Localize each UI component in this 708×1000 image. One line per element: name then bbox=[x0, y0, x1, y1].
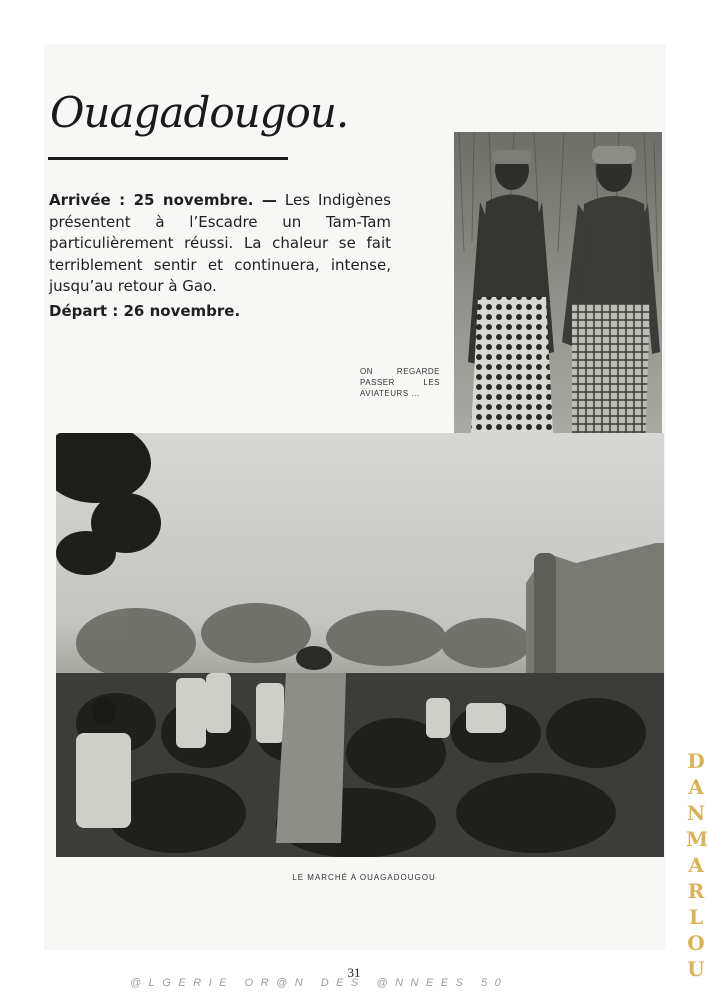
side-watermark-letter: L bbox=[688, 905, 704, 929]
footer-watermark: @LGERIE OR@N DES @NNEES 50 bbox=[130, 977, 509, 989]
title-underline bbox=[48, 157, 288, 160]
side-watermark-letter: R bbox=[687, 879, 705, 903]
side-watermark-letter: U bbox=[687, 957, 705, 981]
photo-market bbox=[56, 433, 664, 857]
caption-women-photo: ON REGARDE PASSER LES AVIATEURS ... bbox=[360, 367, 440, 398]
side-watermark bbox=[686, 748, 706, 982]
side-watermark-letter: O bbox=[687, 931, 705, 955]
page-number: 31 bbox=[347, 965, 361, 980]
side-watermark-letter: N bbox=[686, 801, 706, 825]
caption-market-photo: LE MARCHÉ A OUAGADOUGOU bbox=[292, 873, 436, 882]
arrival-paragraph bbox=[49, 190, 391, 298]
departure-line: Départ : 26 novembre. bbox=[49, 302, 241, 320]
page-title: Ouagadougou. bbox=[50, 88, 349, 137]
side-watermark-letter: D bbox=[687, 749, 705, 773]
side-watermark-letter: A bbox=[688, 775, 704, 799]
arrival-text: Les Indigènes présentent à l’Escadre un Tam-Tam particulièrement réussi. La chaleur se fait terriblement sentir et continuera, intense, jusqu’au retour à Gao. bbox=[49, 191, 391, 295]
photo-market-image bbox=[56, 433, 664, 857]
side-watermark-letter: M bbox=[686, 827, 708, 851]
arrival-lead: Arrivée : 25 novembre. — bbox=[49, 191, 277, 209]
side-watermark-letter: A bbox=[688, 853, 704, 877]
